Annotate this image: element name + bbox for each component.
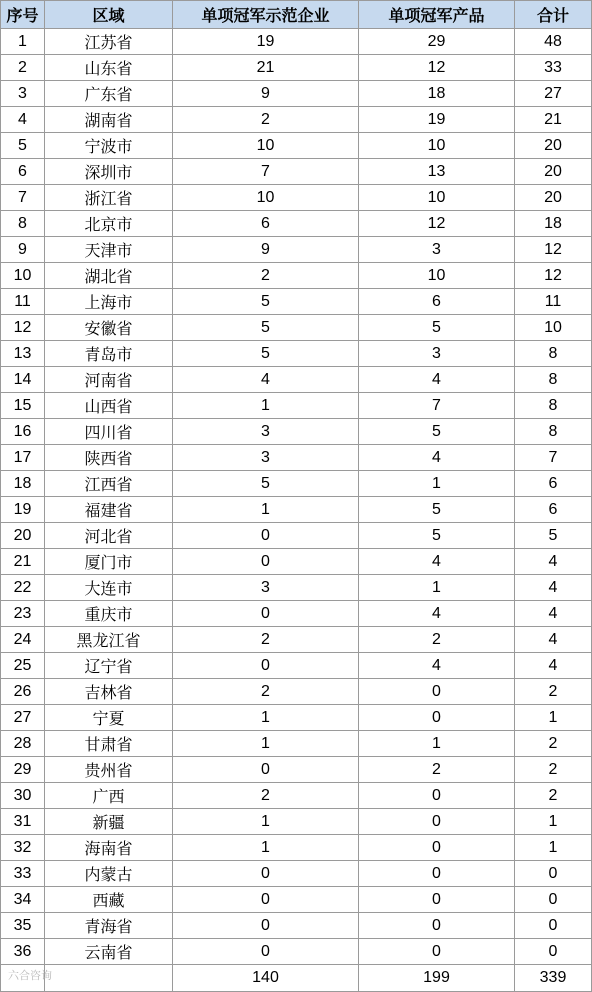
- table-row: [1, 393, 592, 419]
- cell-region: 湖南省: [45, 107, 173, 133]
- table-row: [1, 211, 592, 237]
- cell-region: 深圳市: [45, 159, 173, 185]
- cell-index: 26: [1, 679, 45, 705]
- cell-champion-products: 12: [359, 55, 515, 81]
- cell-region: 宁夏: [45, 705, 173, 731]
- cell-index: 1: [1, 29, 45, 55]
- cell-index: 24: [1, 627, 45, 653]
- cell-index: 20: [1, 523, 45, 549]
- cell-total: 20: [515, 159, 592, 185]
- cell-demo-enterprises: 6: [173, 211, 359, 237]
- table-row: [1, 705, 592, 731]
- cell-champion-products: 5: [359, 523, 515, 549]
- table-row: [1, 497, 592, 523]
- watermark: 六合咨询: [8, 969, 52, 982]
- cell-total: 0: [515, 939, 592, 965]
- table-row: [1, 367, 592, 393]
- cell-champion-products: 12: [359, 211, 515, 237]
- cell-region: 上海市: [45, 289, 173, 315]
- cell-total: 4: [515, 549, 592, 575]
- table-row: [1, 653, 592, 679]
- cell-total: 4: [515, 627, 592, 653]
- cell-champion-products: 3: [359, 237, 515, 263]
- cell-total: 2: [515, 757, 592, 783]
- cell-champion-products: 10: [359, 185, 515, 211]
- cell-champion-products: 5: [359, 497, 515, 523]
- cell-total: 48: [515, 29, 592, 55]
- table-row: [1, 679, 592, 705]
- cell-region: 湖北省: [45, 263, 173, 289]
- cell-region: 山西省: [45, 393, 173, 419]
- cell-region: 贵州省: [45, 757, 173, 783]
- cell-index: 16: [1, 419, 45, 445]
- cell-total: 8: [515, 393, 592, 419]
- cell-index: 27: [1, 705, 45, 731]
- cell-total: 20: [515, 133, 592, 159]
- cell-index: 34: [1, 887, 45, 913]
- cell-demo-enterprises: 3: [173, 445, 359, 471]
- cell-region: 吉林省: [45, 679, 173, 705]
- cell-champion-products: 0: [359, 783, 515, 809]
- cell-index: 8: [1, 211, 45, 237]
- table-row: [1, 887, 592, 913]
- cell-region: 浙江省: [45, 185, 173, 211]
- cell-demo-enterprises: 3: [173, 575, 359, 601]
- header-region: 区域: [45, 1, 173, 29]
- table-footer: [1, 965, 592, 992]
- cell-demo-enterprises: 1: [173, 393, 359, 419]
- cell-index: 11: [1, 289, 45, 315]
- cell-champion-products: 10: [359, 263, 515, 289]
- cell-demo-enterprises: 1: [173, 705, 359, 731]
- cell-demo-enterprises: 0: [173, 549, 359, 575]
- cell-total: 20: [515, 185, 592, 211]
- cell-region: 广东省: [45, 81, 173, 107]
- cell-index: 9: [1, 237, 45, 263]
- cell-index: 25: [1, 653, 45, 679]
- cell-demo-enterprises: 1: [173, 835, 359, 861]
- cell-region: 重庆市: [45, 601, 173, 627]
- cell-champion-products: 18: [359, 81, 515, 107]
- cell-index: 7: [1, 185, 45, 211]
- cell-total: 1: [515, 835, 592, 861]
- table-body: [1, 29, 592, 965]
- cell-demo-enterprises: 0: [173, 939, 359, 965]
- cell-demo-enterprises: 0: [173, 861, 359, 887]
- cell-champion-products: 0: [359, 887, 515, 913]
- cell-region: 安徽省: [45, 315, 173, 341]
- cell-index: 6: [1, 159, 45, 185]
- cell-total: 12: [515, 237, 592, 263]
- cell-region: 江苏省: [45, 29, 173, 55]
- cell-demo-enterprises: 9: [173, 81, 359, 107]
- cell-index: 3: [1, 81, 45, 107]
- cell-champion-products: 4: [359, 653, 515, 679]
- cell-total: 8: [515, 419, 592, 445]
- cell-region: 北京市: [45, 211, 173, 237]
- cell-total: 4: [515, 601, 592, 627]
- cell-demo-enterprises: 0: [173, 601, 359, 627]
- cell-index: 21: [1, 549, 45, 575]
- cell-champion-products: 4: [359, 549, 515, 575]
- table-row: [1, 809, 592, 835]
- table-row: [1, 185, 592, 211]
- cell-champion-products: 4: [359, 601, 515, 627]
- table-row: [1, 107, 592, 133]
- header-index: 序号: [1, 1, 45, 29]
- cell-demo-enterprises: 5: [173, 289, 359, 315]
- table-row: [1, 81, 592, 107]
- cell-champion-products: 10: [359, 133, 515, 159]
- cell-champion-products: 5: [359, 315, 515, 341]
- header-total: 合计: [515, 1, 592, 29]
- cell-index: 23: [1, 601, 45, 627]
- table-row: [1, 159, 592, 185]
- cell-index: 28: [1, 731, 45, 757]
- cell-index: 36: [1, 939, 45, 965]
- table-row: [1, 523, 592, 549]
- cell-total: 0: [515, 913, 592, 939]
- cell-champion-products: 4: [359, 367, 515, 393]
- cell-total: 10: [515, 315, 592, 341]
- cell-region: 西藏: [45, 887, 173, 913]
- cell-demo-enterprises: 0: [173, 913, 359, 939]
- cell-demo-enterprises: 10: [173, 185, 359, 211]
- table-row: [1, 627, 592, 653]
- cell-index: 2: [1, 55, 45, 81]
- header-row: [1, 1, 592, 29]
- cell-index: 13: [1, 341, 45, 367]
- cell-demo-enterprises: 3: [173, 419, 359, 445]
- cell-index: 18: [1, 471, 45, 497]
- cell-total: 11: [515, 289, 592, 315]
- cell-region: 黑龙江省: [45, 627, 173, 653]
- cell-champion-products: 0: [359, 835, 515, 861]
- cell-total: 1: [515, 809, 592, 835]
- cell-index: 17: [1, 445, 45, 471]
- table-row: [1, 133, 592, 159]
- table-row: [1, 289, 592, 315]
- cell-region: 福建省: [45, 497, 173, 523]
- header-demo-enterprises: 单项冠军示范企业: [173, 1, 359, 29]
- cell-index: 10: [1, 263, 45, 289]
- cell-champion-products: 0: [359, 939, 515, 965]
- cell-region: 甘肃省: [45, 731, 173, 757]
- cell-region: 河南省: [45, 367, 173, 393]
- cell-demo-enterprises: 0: [173, 653, 359, 679]
- table-header: [1, 1, 592, 29]
- cell-demo-enterprises: 2: [173, 263, 359, 289]
- table-row: [1, 341, 592, 367]
- header-champion-products: 单项冠军产品: [359, 1, 515, 29]
- cell-total: 0: [515, 887, 592, 913]
- cell-region: 宁波市: [45, 133, 173, 159]
- cell-total: 21: [515, 107, 592, 133]
- table-row: [1, 471, 592, 497]
- totals-region: [45, 965, 173, 992]
- cell-index: 5: [1, 133, 45, 159]
- table-row: [1, 939, 592, 965]
- cell-index: 14: [1, 367, 45, 393]
- cell-champion-products: 1: [359, 731, 515, 757]
- cell-region: 四川省: [45, 419, 173, 445]
- cell-total: 2: [515, 679, 592, 705]
- cell-region: 青海省: [45, 913, 173, 939]
- cell-champion-products: 13: [359, 159, 515, 185]
- cell-champion-products: 0: [359, 861, 515, 887]
- cell-index: 19: [1, 497, 45, 523]
- table-row: [1, 55, 592, 81]
- cell-total: 33: [515, 55, 592, 81]
- cell-region: 厦门市: [45, 549, 173, 575]
- totals-champion-products: 199: [359, 965, 515, 992]
- cell-total: 18: [515, 211, 592, 237]
- table-row: [1, 783, 592, 809]
- cell-champion-products: 7: [359, 393, 515, 419]
- cell-demo-enterprises: 5: [173, 471, 359, 497]
- cell-demo-enterprises: 10: [173, 133, 359, 159]
- cell-region: 青岛市: [45, 341, 173, 367]
- cell-champion-products: 0: [359, 705, 515, 731]
- cell-index: 30: [1, 783, 45, 809]
- table-row: [1, 263, 592, 289]
- cell-region: 陕西省: [45, 445, 173, 471]
- cell-region: 海南省: [45, 835, 173, 861]
- cell-champion-products: 1: [359, 471, 515, 497]
- cell-demo-enterprises: 7: [173, 159, 359, 185]
- cell-total: 6: [515, 471, 592, 497]
- cell-index: 22: [1, 575, 45, 601]
- cell-champion-products: 2: [359, 757, 515, 783]
- cell-demo-enterprises: 2: [173, 107, 359, 133]
- cell-demo-enterprises: 2: [173, 679, 359, 705]
- cell-champion-products: 4: [359, 445, 515, 471]
- cell-demo-enterprises: 0: [173, 757, 359, 783]
- table-row: [1, 757, 592, 783]
- cell-demo-enterprises: 9: [173, 237, 359, 263]
- table-row: [1, 445, 592, 471]
- cell-region: 内蒙古: [45, 861, 173, 887]
- table-row: [1, 419, 592, 445]
- table-row: [1, 913, 592, 939]
- totals-row: [1, 965, 592, 992]
- cell-demo-enterprises: 5: [173, 315, 359, 341]
- cell-total: 2: [515, 783, 592, 809]
- cell-region: 辽宁省: [45, 653, 173, 679]
- cell-champion-products: 29: [359, 29, 515, 55]
- table-row: [1, 731, 592, 757]
- cell-champion-products: 2: [359, 627, 515, 653]
- cell-champion-products: 3: [359, 341, 515, 367]
- cell-total: 5: [515, 523, 592, 549]
- table-row: [1, 549, 592, 575]
- cell-index: 33: [1, 861, 45, 887]
- cell-region: 江西省: [45, 471, 173, 497]
- cell-demo-enterprises: 1: [173, 497, 359, 523]
- cell-region: 山东省: [45, 55, 173, 81]
- cell-demo-enterprises: 0: [173, 887, 359, 913]
- cell-champion-products: 5: [359, 419, 515, 445]
- cell-index: 4: [1, 107, 45, 133]
- cell-region: 大连市: [45, 575, 173, 601]
- cell-demo-enterprises: 0: [173, 523, 359, 549]
- cell-total: 8: [515, 341, 592, 367]
- table-row: [1, 601, 592, 627]
- cell-total: 12: [515, 263, 592, 289]
- cell-champion-products: 0: [359, 679, 515, 705]
- cell-region: 新疆: [45, 809, 173, 835]
- cell-champion-products: 0: [359, 809, 515, 835]
- cell-demo-enterprises: 1: [173, 809, 359, 835]
- cell-region: 天津市: [45, 237, 173, 263]
- cell-champion-products: 1: [359, 575, 515, 601]
- cell-demo-enterprises: 21: [173, 55, 359, 81]
- cell-index: 31: [1, 809, 45, 835]
- cell-total: 27: [515, 81, 592, 107]
- cell-total: 4: [515, 653, 592, 679]
- cell-index: 29: [1, 757, 45, 783]
- cell-total: 4: [515, 575, 592, 601]
- cell-demo-enterprises: 19: [173, 29, 359, 55]
- cell-region: 云南省: [45, 939, 173, 965]
- cell-demo-enterprises: 2: [173, 783, 359, 809]
- cell-region: 广西: [45, 783, 173, 809]
- cell-demo-enterprises: 5: [173, 341, 359, 367]
- table-row: [1, 861, 592, 887]
- totals-demo-enterprises: 140: [173, 965, 359, 992]
- cell-champion-products: 19: [359, 107, 515, 133]
- cell-total: 6: [515, 497, 592, 523]
- cell-index: 35: [1, 913, 45, 939]
- table-row: [1, 575, 592, 601]
- cell-demo-enterprises: 2: [173, 627, 359, 653]
- table-row: [1, 237, 592, 263]
- cell-demo-enterprises: 1: [173, 731, 359, 757]
- cell-total: 7: [515, 445, 592, 471]
- cell-champion-products: 0: [359, 913, 515, 939]
- totals-sum: 339: [515, 965, 592, 992]
- cell-total: 8: [515, 367, 592, 393]
- cell-index: 32: [1, 835, 45, 861]
- table-row: [1, 835, 592, 861]
- cell-region: 河北省: [45, 523, 173, 549]
- table-row: [1, 29, 592, 55]
- cell-index: 15: [1, 393, 45, 419]
- cell-champion-products: 6: [359, 289, 515, 315]
- cell-total: 2: [515, 731, 592, 757]
- cell-index: 12: [1, 315, 45, 341]
- cell-total: 0: [515, 861, 592, 887]
- cell-demo-enterprises: 4: [173, 367, 359, 393]
- cell-total: 1: [515, 705, 592, 731]
- table-row: [1, 315, 592, 341]
